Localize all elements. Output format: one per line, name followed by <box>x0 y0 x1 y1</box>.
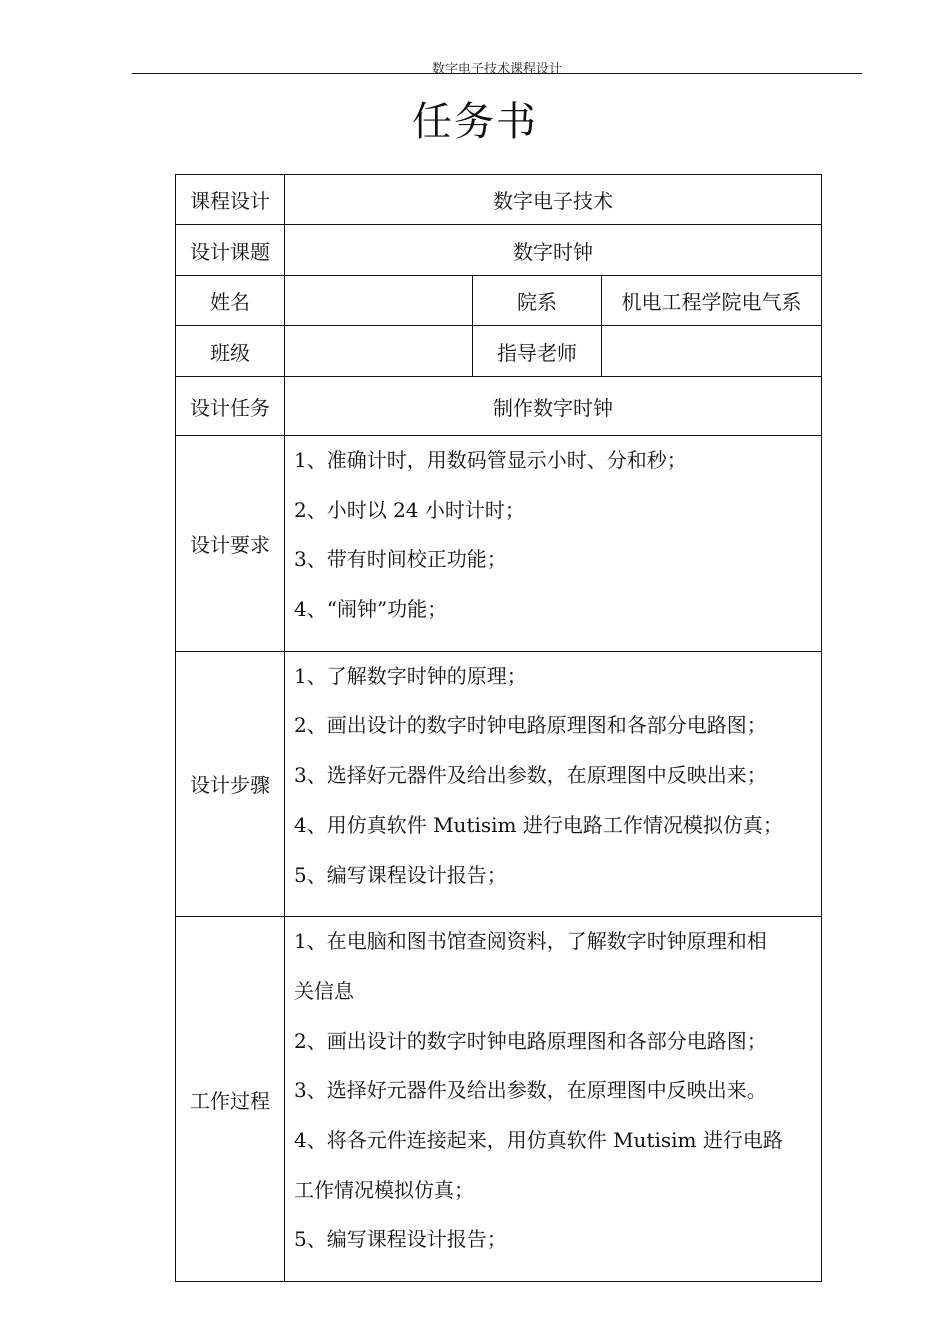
process-content <box>285 917 822 1282</box>
dept-label: 院系 <box>473 276 602 326</box>
row-process <box>176 917 822 1282</box>
requirements-content <box>285 436 822 652</box>
process-line: 1、在电脑和图书馆查阅资料，了解数字时钟原理和相 <box>294 929 767 954</box>
row-course <box>176 175 822 225</box>
task-table <box>175 174 822 1282</box>
step-line: 4、用仿真软件 Mutisim 进行电路工作情况模拟仿真； <box>294 812 783 837</box>
process-label: 工作过程 <box>176 917 285 1282</box>
course-value: 数字电子技术 <box>285 175 822 225</box>
process-line: 关信息 <box>294 978 354 1003</box>
process-line: 5、编写课程设计报告； <box>294 1227 507 1252</box>
row-class-advisor <box>176 326 822 377</box>
process-line: 工作情况模拟仿真； <box>294 1177 474 1202</box>
process-line: 4、将各元件连接起来，用仿真软件 Mutisim 进行电路 <box>294 1127 783 1152</box>
topic-value: 数字时钟 <box>285 225 822 276</box>
process-line: 3、选择好元器件及给出参数，在原理图中反映出来。 <box>294 1078 767 1103</box>
row-requirements <box>176 436 822 652</box>
requirement-line: 1、准确计时，用数码管显示小时、分和秒； <box>294 448 687 472</box>
class-label: 班级 <box>176 326 285 377</box>
running-header: 数字电子技术课程设计 <box>431 62 562 77</box>
course-label: 课程设计 <box>176 175 285 225</box>
process-line: 2、画出设计的数字时钟电路原理图和各部分电路图； <box>294 1028 767 1053</box>
topic-label: 设计课题 <box>176 225 285 276</box>
row-name-dept <box>176 276 822 326</box>
step-line: 3、选择好元器件及给出参数，在原理图中反映出来； <box>294 763 767 788</box>
task-label: 设计任务 <box>176 377 285 436</box>
advisor-value <box>602 326 822 377</box>
row-steps <box>176 651 822 916</box>
dept-value: 机电工程学院电气系 <box>602 276 822 326</box>
step-line: 1、了解数字时钟的原理； <box>294 663 527 688</box>
header-rule <box>132 73 862 74</box>
name-label: 姓名 <box>176 276 285 326</box>
requirements-label: 设计要求 <box>176 436 285 652</box>
requirement-line: 2、小时以 24 小时计时； <box>294 497 525 522</box>
name-value <box>285 276 473 326</box>
advisor-label: 指导老师 <box>473 326 602 377</box>
page-title: 任务书 <box>412 99 538 145</box>
steps-label: 设计步骤 <box>176 651 285 916</box>
task-value: 制作数字时钟 <box>285 377 822 436</box>
class-value <box>285 326 473 377</box>
row-topic <box>176 225 822 276</box>
steps-content <box>285 651 822 916</box>
requirement-line: 4、“闹钟”功能； <box>294 597 448 622</box>
row-task <box>176 377 822 436</box>
step-line: 2、画出设计的数字时钟电路原理图和各部分电路图； <box>294 713 767 738</box>
step-line: 5、编写课程设计报告； <box>294 862 507 887</box>
requirement-line: 3、带有时间校正功能； <box>294 547 507 572</box>
